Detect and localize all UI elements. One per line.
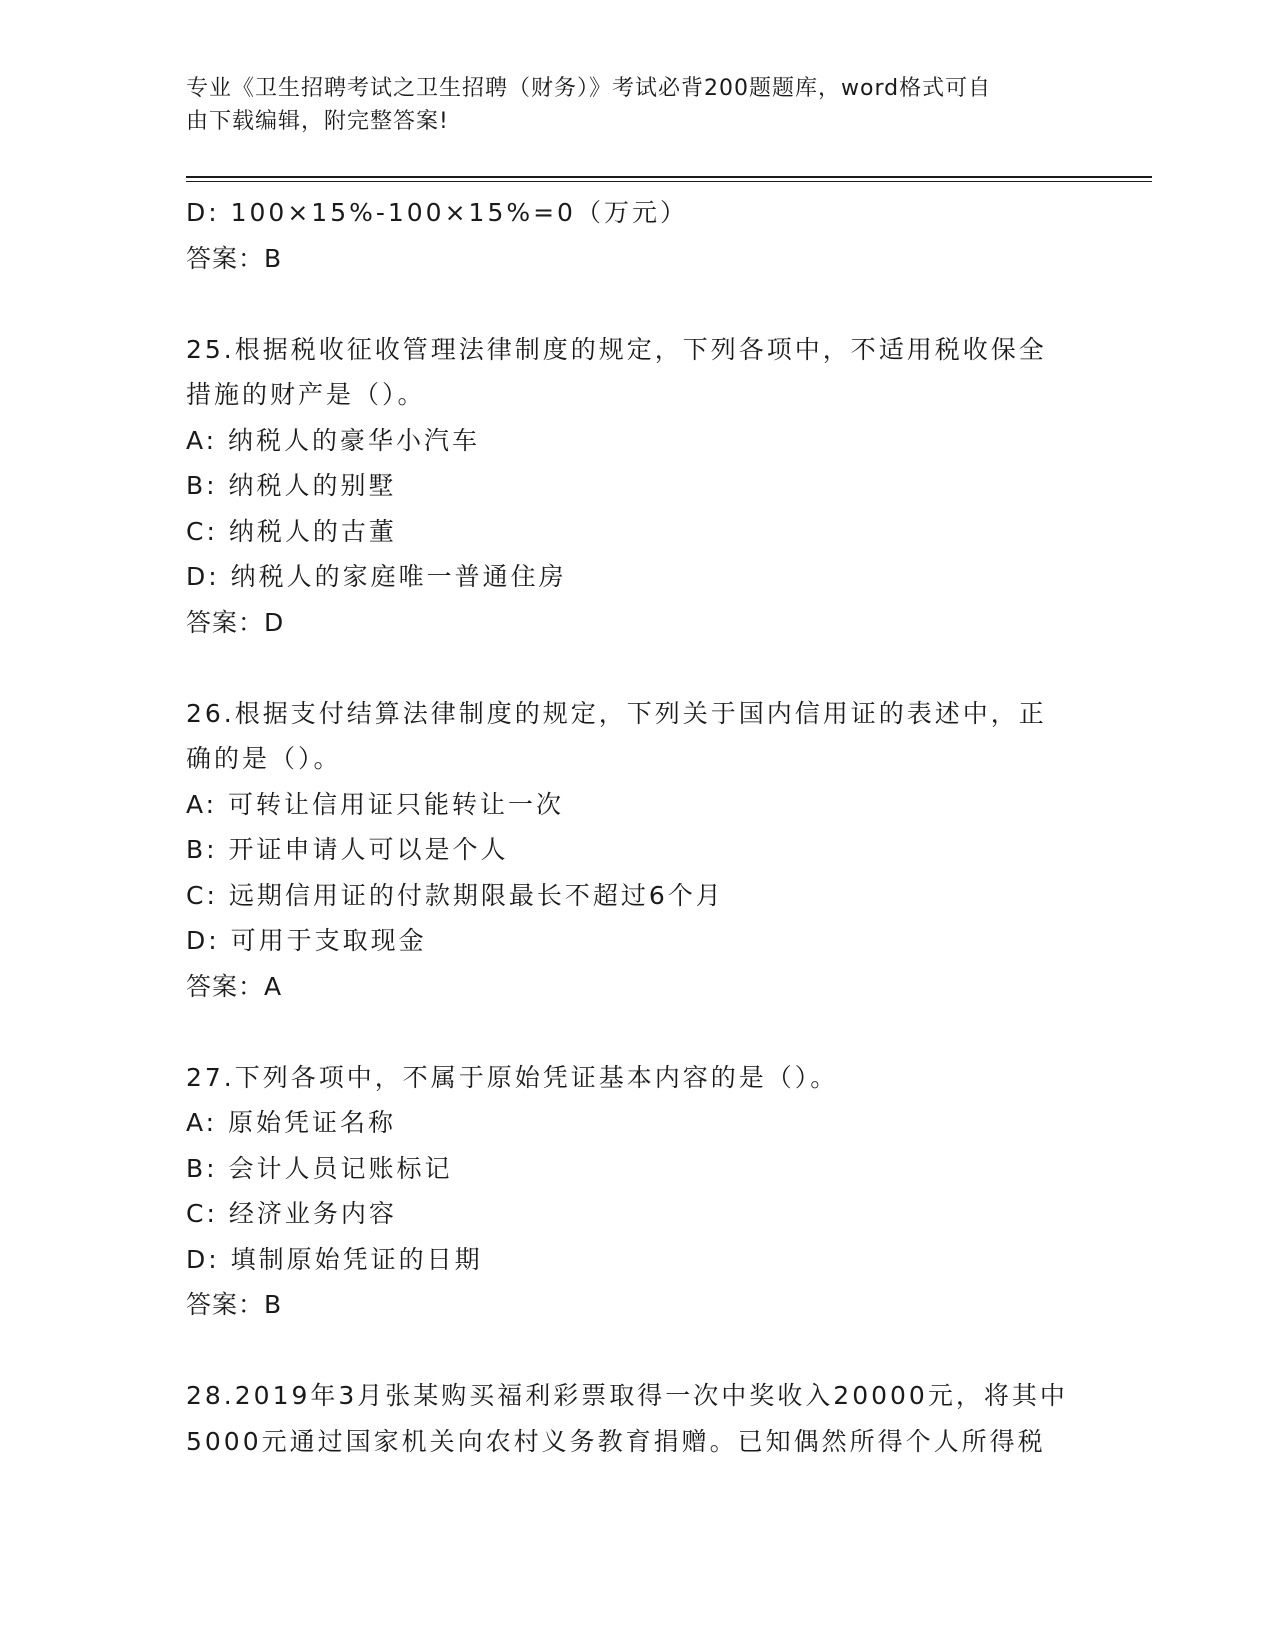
answer-label: 答案：A xyxy=(186,971,283,1001)
question-26 xyxy=(186,691,1086,1010)
header-line-1: 专业《卫生招聘考试之卫生招聘（财务）》考试必背200题题库，word格式可自 xyxy=(186,76,992,101)
option-b: B: 开证申请人可以是个人 xyxy=(186,835,509,864)
option-d: D: 100×15%-100×15%=0（万元） xyxy=(186,198,688,227)
header-divider-thick xyxy=(186,176,1152,178)
header-line-2: 由下载编辑，附完整答案! xyxy=(186,109,449,134)
question-stem: 26.根据支付结算法律制度的规定，下列关于国内信用证的表述中，正 xyxy=(186,698,1047,728)
option-a: A: 可转让信用证只能转让一次 xyxy=(186,789,565,819)
option-c: C: 纳税人的古董 xyxy=(186,516,397,546)
question-stem: 28.2019年3月张某购买福利彩票取得一次中奖收入20000元，将其中 xyxy=(186,1381,1068,1410)
option-d: D: 可用于支取现金 xyxy=(186,926,427,955)
spacer xyxy=(186,1328,1086,1374)
option-c: C: 远期信用证的付款期限最长不超过6个月 xyxy=(186,880,724,910)
option-d: D: 纳税人的家庭唯一普通住房 xyxy=(186,562,567,591)
option-c: C: 经济业务内容 xyxy=(186,1199,397,1228)
question-stem: 措施的财产是（）。 xyxy=(186,380,426,409)
option-d: D: 填制原始凭证的日期 xyxy=(186,1244,483,1274)
answer-label: 答案：B xyxy=(186,243,283,273)
option-a: A: 纳税人的豪华小汽车 xyxy=(186,425,481,455)
spacer xyxy=(186,1009,1086,1055)
question-stem: 确的是（）。 xyxy=(186,744,342,773)
option-b: B: 会计人员记账标记 xyxy=(186,1153,453,1183)
document-body xyxy=(186,190,1086,1464)
header-divider-thin xyxy=(186,181,1152,182)
spacer xyxy=(186,645,1086,691)
option-b: B: 纳税人的别墅 xyxy=(186,471,397,500)
spacer xyxy=(186,281,1086,327)
question-stem: 27.下列各项中，不属于原始凭证基本内容的是（）。 xyxy=(186,1062,839,1092)
document-header xyxy=(186,72,1066,138)
answer-label: 答案：D xyxy=(186,607,285,637)
question-28 xyxy=(186,1373,1086,1464)
option-a: A: 原始凭证名称 xyxy=(186,1108,397,1137)
question-25 xyxy=(186,327,1086,646)
question-27 xyxy=(186,1055,1086,1328)
question-stem: 25.根据税收征收管理法律制度的规定，下列各项中，不适用税收保全 xyxy=(186,334,1047,364)
question-stem: 5000元通过国家机关向农村义务教育捐赠。已知偶然所得个人所得税 xyxy=(186,1426,1046,1456)
answer-label: 答案：B xyxy=(186,1290,283,1319)
